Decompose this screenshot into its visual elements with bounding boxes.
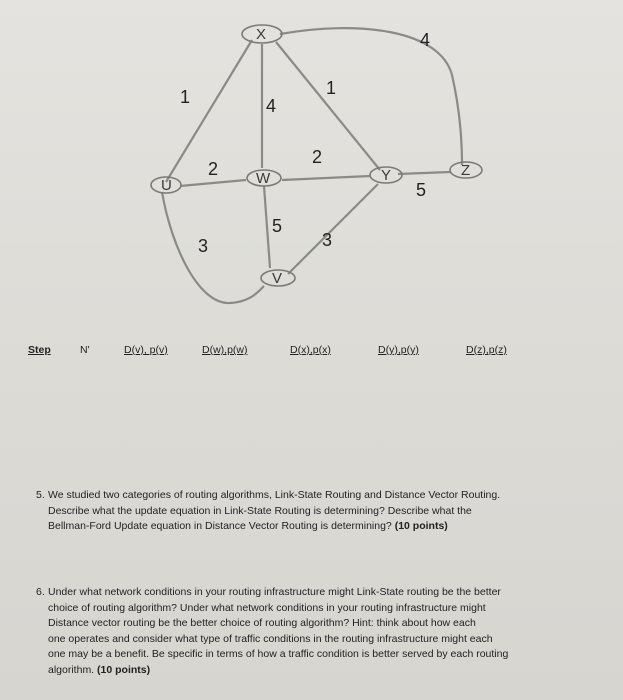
- question-5-line-3: Bellman-Ford Update equation in Distance Vector Routing is determining?: [48, 520, 392, 532]
- question-6-points: (10 points): [97, 663, 151, 676]
- node-u-label: U: [161, 177, 172, 194]
- col-dv: D(v), p(v): [124, 344, 168, 356]
- edge-w-y: [282, 176, 370, 180]
- question-6-line-6: algorithm.: [48, 663, 95, 676]
- question-5-points: (10 points): [394, 520, 448, 532]
- node-v: [261, 270, 295, 287]
- edge-x-z: [280, 28, 462, 165]
- question-6-line-5: one may be a benefit. Be specific in terms of how a traffic condition is better served by each routing: [48, 648, 509, 660]
- col-dy: D(y),p(y): [378, 344, 419, 356]
- edge-u-v: [162, 192, 264, 303]
- col-dz: D(z),p(z): [466, 344, 507, 356]
- edge-w-v: [264, 186, 270, 268]
- weight-w-v: 5: [272, 216, 283, 236]
- col-dx: D(x),p(x): [290, 344, 331, 356]
- weight-y-z: 5: [416, 180, 427, 200]
- question-5-line-2: Describe what the update equation in Link-State Routing is determining? Describe what the: [48, 504, 472, 517]
- node-z-label: Z: [461, 162, 471, 179]
- node-w: [247, 170, 281, 187]
- weight-x-z: 4: [420, 30, 431, 50]
- weight-u-v: 3: [198, 236, 209, 256]
- col-n-prime: N': [80, 344, 90, 356]
- weight-x-y: 1: [326, 78, 337, 98]
- weight-y-v: 3: [322, 230, 333, 250]
- node-x-label: X: [256, 26, 267, 43]
- node-x: [242, 25, 282, 43]
- question-6-number: 6.: [36, 586, 45, 598]
- question-6: [36, 585, 588, 678]
- col-dw: D(w),p(w): [202, 344, 248, 356]
- question-5-number: 5.: [36, 489, 45, 501]
- edge-y-v: [288, 184, 378, 274]
- node-y: [370, 167, 402, 184]
- question-6-line-4: one operates and consider what type of traffic conditions in the routing infrastructure might each: [48, 632, 493, 645]
- edge-u-w: [180, 180, 246, 186]
- node-v-label: V: [272, 270, 283, 287]
- weight-x-w: 4: [266, 96, 277, 116]
- question-6-line-3: Distance vector routing be the better choice of routing algorithm? Hint: think about how each: [48, 617, 476, 629]
- question-5: [36, 488, 588, 535]
- col-step: Step: [28, 344, 51, 356]
- node-u: [151, 177, 181, 194]
- dijkstra-table-header: [0, 340, 623, 364]
- question-5-line-1: We studied two categories of routing algorithms, Link-State Routing and Distance Vector Routing.: [48, 489, 501, 501]
- weight-w-y: 2: [312, 147, 323, 167]
- network-graph: [0, 0, 623, 330]
- node-w-label: W: [256, 170, 271, 187]
- question-6-line-2: choice of routing algorithm? Under what network conditions in your routing infrastructure might: [48, 601, 486, 614]
- node-z: [450, 162, 482, 179]
- node-y-label: Y: [381, 167, 392, 184]
- edge-x-y: [276, 42, 380, 170]
- weight-x-u: 1: [180, 87, 191, 107]
- edge-y-z: [398, 172, 450, 174]
- question-6-line-1: Under what network conditions in your routing infrastructure might Link-State routing be the better: [48, 586, 501, 598]
- weight-u-w: 2: [208, 159, 219, 179]
